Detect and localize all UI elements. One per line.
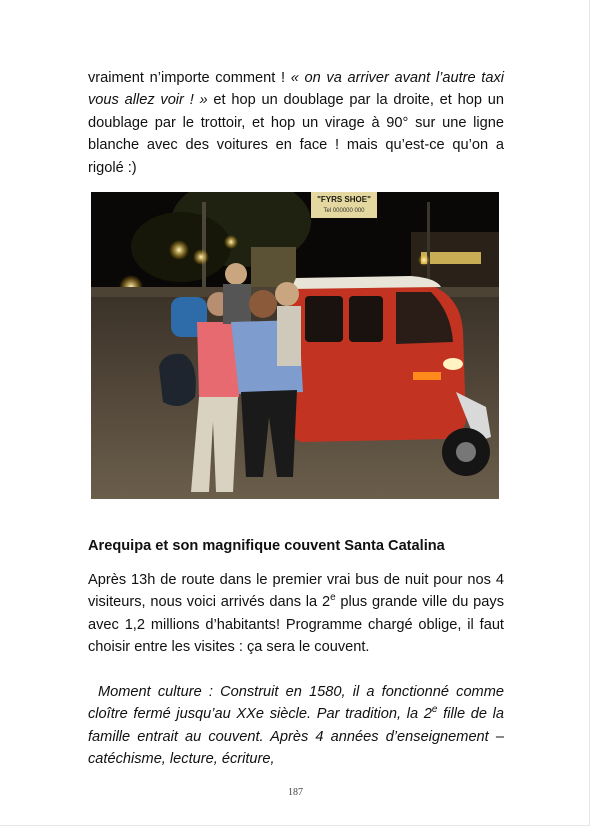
- paragraph-text: plus grande ville du pays avec 1,2 millions d’habitants! Programme chargé oblige, il faut choisir entre les visites : ça sera le couvent.: [88, 594, 505, 656]
- paragraph-text: vraiment n’importe comment !: [88, 70, 291, 86]
- paragraph-text: Après 13h de route dans le premier vrai bus de nuit pour nos 4 visiteurs, nous voici arrivés dans la 2: [88, 572, 504, 611]
- photo-illustration: [91, 192, 499, 499]
- paragraph-taxi-story: [88, 67, 504, 179]
- ordinal-superscript: e: [431, 704, 438, 716]
- shop-sign-text: "FYRS SHOE": [317, 195, 371, 204]
- tuk-tuk-photo: [91, 192, 499, 499]
- italic-quote: « on va arriver avant l’autre taxi vous allez voir ! »: [88, 70, 504, 109]
- section-heading: Arequipa et son magnifique couvent Santa Catalina: [88, 538, 445, 554]
- paragraph-arrival: [88, 569, 504, 659]
- paragraph-text: et hop un doublage par la droite, et hop un doublage par le trottoir, et hop un virage à 90° sur une ligne blanche avec des voitures en face ! mais qu’est-ce qu’on a rigolé :): [88, 92, 504, 176]
- paragraph-culture: [88, 681, 504, 771]
- page-number: 187: [288, 787, 303, 798]
- paragraph-text: Moment culture : Construit en 1580, il a fonctionné comme cloître fermé jusqu’au XXe siècle. Par tradition, la 2: [88, 684, 504, 723]
- ordinal-superscript: e: [330, 592, 336, 604]
- shop-sign-subtext: Tel 000000 000: [323, 208, 365, 214]
- paragraph-text: fille de la famille entrait au couvent. Après 4 années d’enseignement –catéchisme, lecture, écriture,: [88, 706, 504, 768]
